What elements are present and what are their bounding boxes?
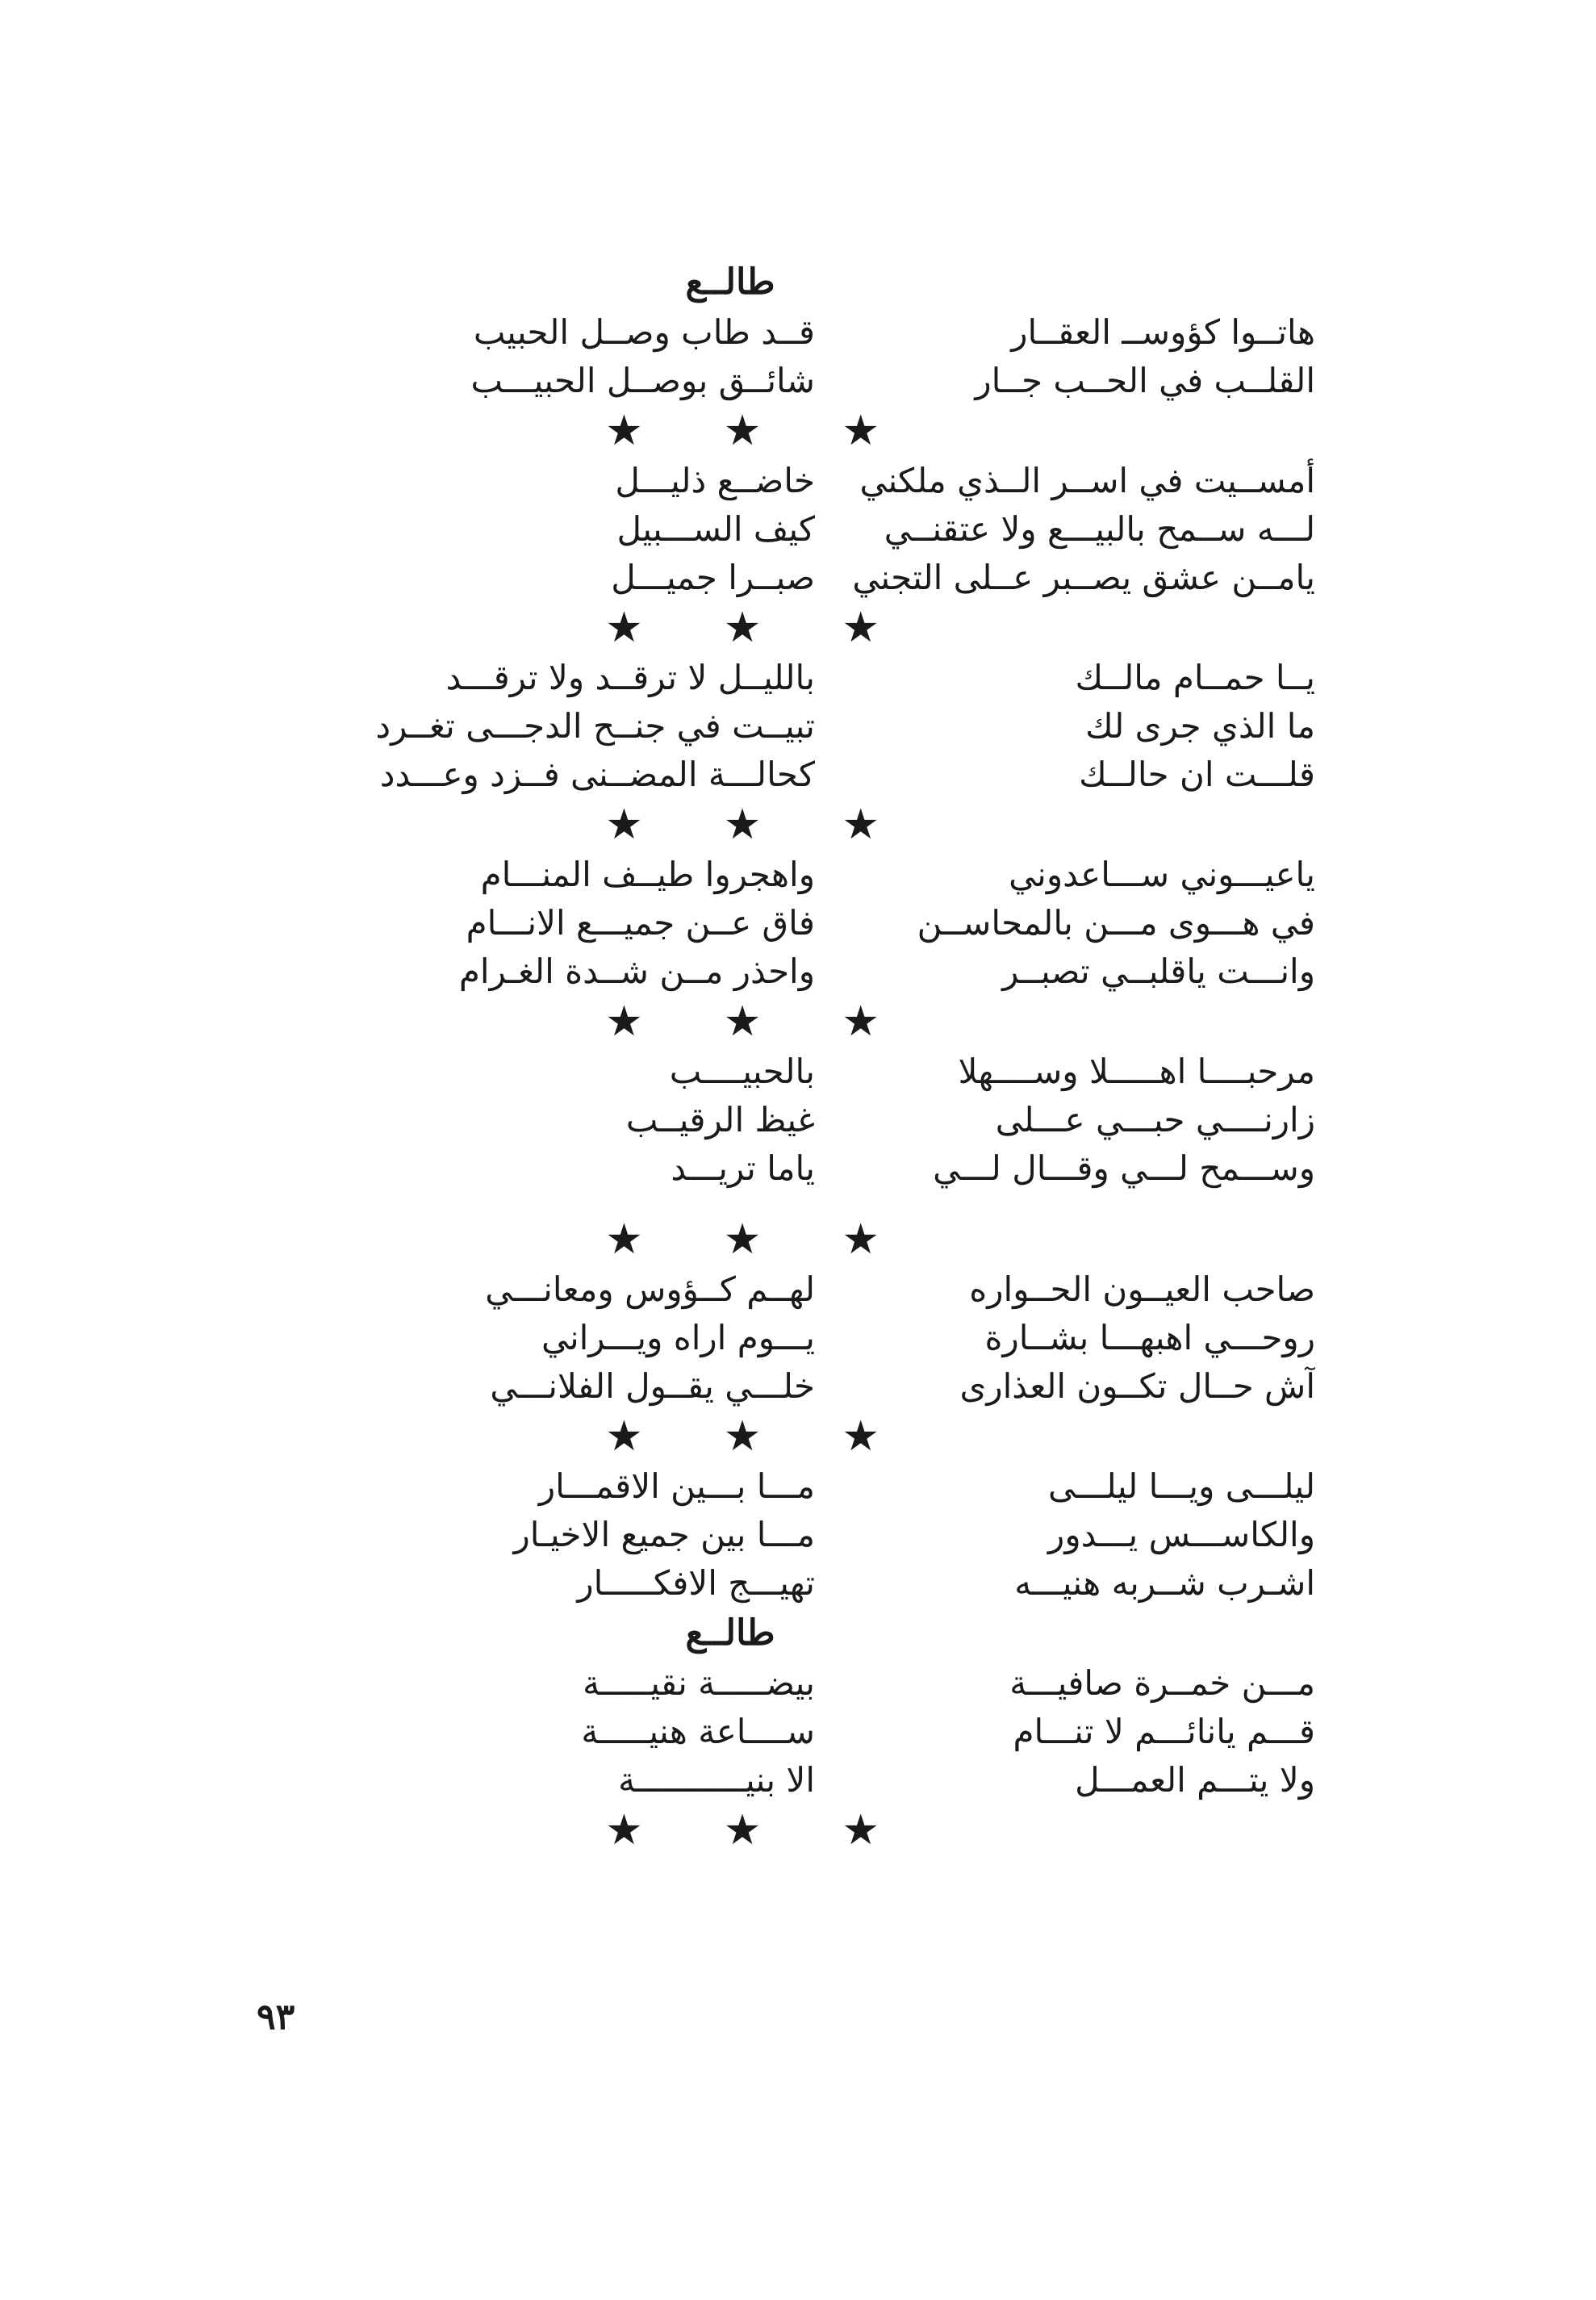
second-hemistich: مـــا بـــين الاقمـــار: [538, 1466, 815, 1506]
verse-line: [331, 1511, 1315, 1559]
star-icon: ★: [605, 407, 643, 455]
verse-line: [331, 1048, 1315, 1096]
star-separator: [331, 405, 1315, 457]
first-hemistich: لـــه ســمح بالبيـــع ولا عتقنــي: [884, 509, 1315, 549]
second-hemistich: لهــم كــؤوس ومعانـــي: [485, 1269, 815, 1309]
second-hemistich: فاق عــن جميـــع الانـــام: [466, 903, 815, 943]
verse-line: [331, 654, 1315, 702]
star-icon: ★: [723, 1412, 762, 1461]
star-icon: ★: [842, 1806, 879, 1855]
second-hemistich: قــد طاب وصــل الحبيب: [473, 312, 815, 352]
second-hemistich: بالليــل لا ترقــد ولا ترقـــد: [445, 658, 815, 697]
second-hemistich: بالحبيــــب: [669, 1052, 815, 1091]
second-hemistich: مـــا بين جميع الاخيـار: [513, 1515, 815, 1554]
first-hemistich: ياعيـــوني ســـاعدوني: [1009, 855, 1315, 894]
second-hemistich: واحذر مــن شــدة الغـرام: [458, 951, 815, 991]
first-hemistich: والكاســـس يـــدور: [1048, 1515, 1315, 1554]
star-icon: ★: [723, 801, 762, 849]
verse-line: [331, 505, 1315, 554]
verse-line: [331, 1559, 1315, 1608]
first-hemistich: يامــن عشق يصــبر عــلى التجني: [852, 558, 1315, 597]
second-hemistich: خاضــع ذليـــل: [615, 461, 815, 500]
star-icon: ★: [842, 1412, 879, 1461]
star-icon: ★: [723, 1806, 762, 1855]
star-icon: ★: [842, 997, 879, 1046]
second-hemistich: بيضـــــة نقيـــــة: [583, 1663, 815, 1703]
star-icon: ★: [723, 407, 762, 455]
second-hemistich: ســــاعة هنيـــــة: [581, 1712, 815, 1751]
first-hemistich: زارنــــي حبـــي عـــلى: [995, 1100, 1315, 1140]
second-hemistich: شائــق بوصــل الحبيـــب: [470, 361, 815, 400]
stanza: [331, 1462, 1315, 1608]
star-icon: ★: [605, 1806, 643, 1855]
star-icon: ★: [842, 1215, 879, 1264]
first-hemistich: مرحبــــا اهـــــلا وســــهلا: [958, 1052, 1315, 1091]
second-hemistich: صبــرا جميـــل: [611, 558, 815, 597]
verse-line: [331, 899, 1315, 947]
first-hemistich: وســـمح لـــي وقـــال لـــي: [933, 1148, 1315, 1188]
star-separator: [331, 996, 1315, 1048]
poem-body: [331, 257, 1315, 1856]
star-separator: [331, 1411, 1315, 1462]
star-icon: ★: [723, 997, 762, 1046]
verse-line: [331, 751, 1315, 799]
second-hemistich: كحالـــة المضــنى فــزد وعـــدد: [379, 755, 815, 794]
first-hemistich: صاحب العيــون الحــواره: [969, 1269, 1315, 1309]
verse-line: [331, 947, 1315, 996]
star-icon: ★: [605, 1412, 643, 1461]
first-hemistich: في هـــوى مـــن بالمحاســن: [917, 903, 1315, 943]
verse-line: [331, 851, 1315, 899]
star-icon: ★: [842, 407, 879, 455]
second-hemistich: كيف الســـبيل: [616, 509, 815, 549]
first-hemistich: اشـرب شــربه هنيـــه: [1014, 1563, 1315, 1603]
star-separator: [331, 1804, 1315, 1856]
star-separator: [331, 1214, 1315, 1265]
star-icon: ★: [723, 604, 762, 652]
verse-line: [331, 457, 1315, 505]
first-hemistich: قلـــت ان حالــك: [1079, 755, 1315, 794]
verse-line: [331, 1756, 1315, 1804]
first-hemistich: روحـــي اهبهـــا بشــارة: [984, 1318, 1315, 1357]
stanza: [331, 457, 1315, 602]
stanza: [331, 1265, 1315, 1411]
first-hemistich: آش حــال تكــون العذارى: [959, 1366, 1315, 1406]
second-hemistich: غيظ الرقيــب: [625, 1100, 815, 1140]
star-icon: ★: [605, 801, 643, 849]
first-hemistich: القلــب في الحــب جــار: [975, 361, 1315, 400]
verse-line: [331, 1314, 1315, 1362]
stanza: [331, 1608, 1315, 1804]
first-hemistich: ليلـــى ويـــا ليلـــى: [1048, 1466, 1315, 1506]
verse-line: [331, 357, 1315, 405]
verse-line: [331, 1144, 1315, 1193]
star-icon: ★: [605, 1215, 643, 1264]
second-hemistich: خلـــي يقــول الفلانـــي: [490, 1366, 815, 1406]
verse-line: [331, 1708, 1315, 1756]
verse-line: [331, 1096, 1315, 1144]
stanza-heading: طالــع: [685, 261, 775, 303]
first-hemistich: يــا حمــام مالــك: [1075, 658, 1315, 697]
second-hemistich: تهيـــج الافكـــــار: [577, 1563, 815, 1603]
page-number: ٩٣: [257, 1997, 295, 2038]
stanza-heading: طالــع: [685, 1612, 775, 1654]
first-hemistich: مـــن خمــرة صافيـــة: [1009, 1663, 1315, 1703]
first-hemistich: وانـــت ياقلبــي تصبــر: [1002, 951, 1315, 991]
stanza: [331, 654, 1315, 799]
spacer: [331, 1193, 1315, 1214]
star-separator: [331, 799, 1315, 851]
first-hemistich: أمســيت في اســر الــذي ملكني: [859, 461, 1315, 500]
second-hemistich: تبيــت في جنــح الدجـــى تغــرد: [375, 706, 815, 746]
verse-line: [331, 1265, 1315, 1314]
verse-line: [331, 308, 1315, 357]
first-hemistich: ولا يتـــم العمـــل: [1075, 1760, 1315, 1800]
stanza: [331, 1048, 1315, 1193]
first-hemistich: ما الذي جرى لك: [1085, 706, 1315, 746]
star-icon: ★: [842, 801, 879, 849]
star-icon: ★: [605, 997, 643, 1046]
verse-line: [331, 1659, 1315, 1708]
verse-line: [331, 1362, 1315, 1411]
stanza: [331, 257, 1315, 405]
second-hemistich: واهجروا طيــف المنـــام: [480, 855, 815, 894]
verse-line: [331, 554, 1315, 602]
first-hemistich: قـــم يانائـــم لا تنـــام: [1013, 1712, 1315, 1751]
star-separator: [331, 602, 1315, 654]
star-icon: ★: [723, 1215, 762, 1264]
stanza: [331, 851, 1315, 996]
first-hemistich: هاتــوا كؤوســ العقــار: [1011, 312, 1315, 352]
second-hemistich: الا بنيـــــــــــة: [618, 1760, 815, 1800]
star-icon: ★: [605, 604, 643, 652]
second-hemistich: يـــوم اراه ويـــراني: [541, 1318, 815, 1357]
star-icon: ★: [842, 604, 879, 652]
second-hemistich: ياما تريـــد: [671, 1148, 815, 1188]
verse-line: [331, 702, 1315, 751]
verse-line: [331, 1462, 1315, 1511]
